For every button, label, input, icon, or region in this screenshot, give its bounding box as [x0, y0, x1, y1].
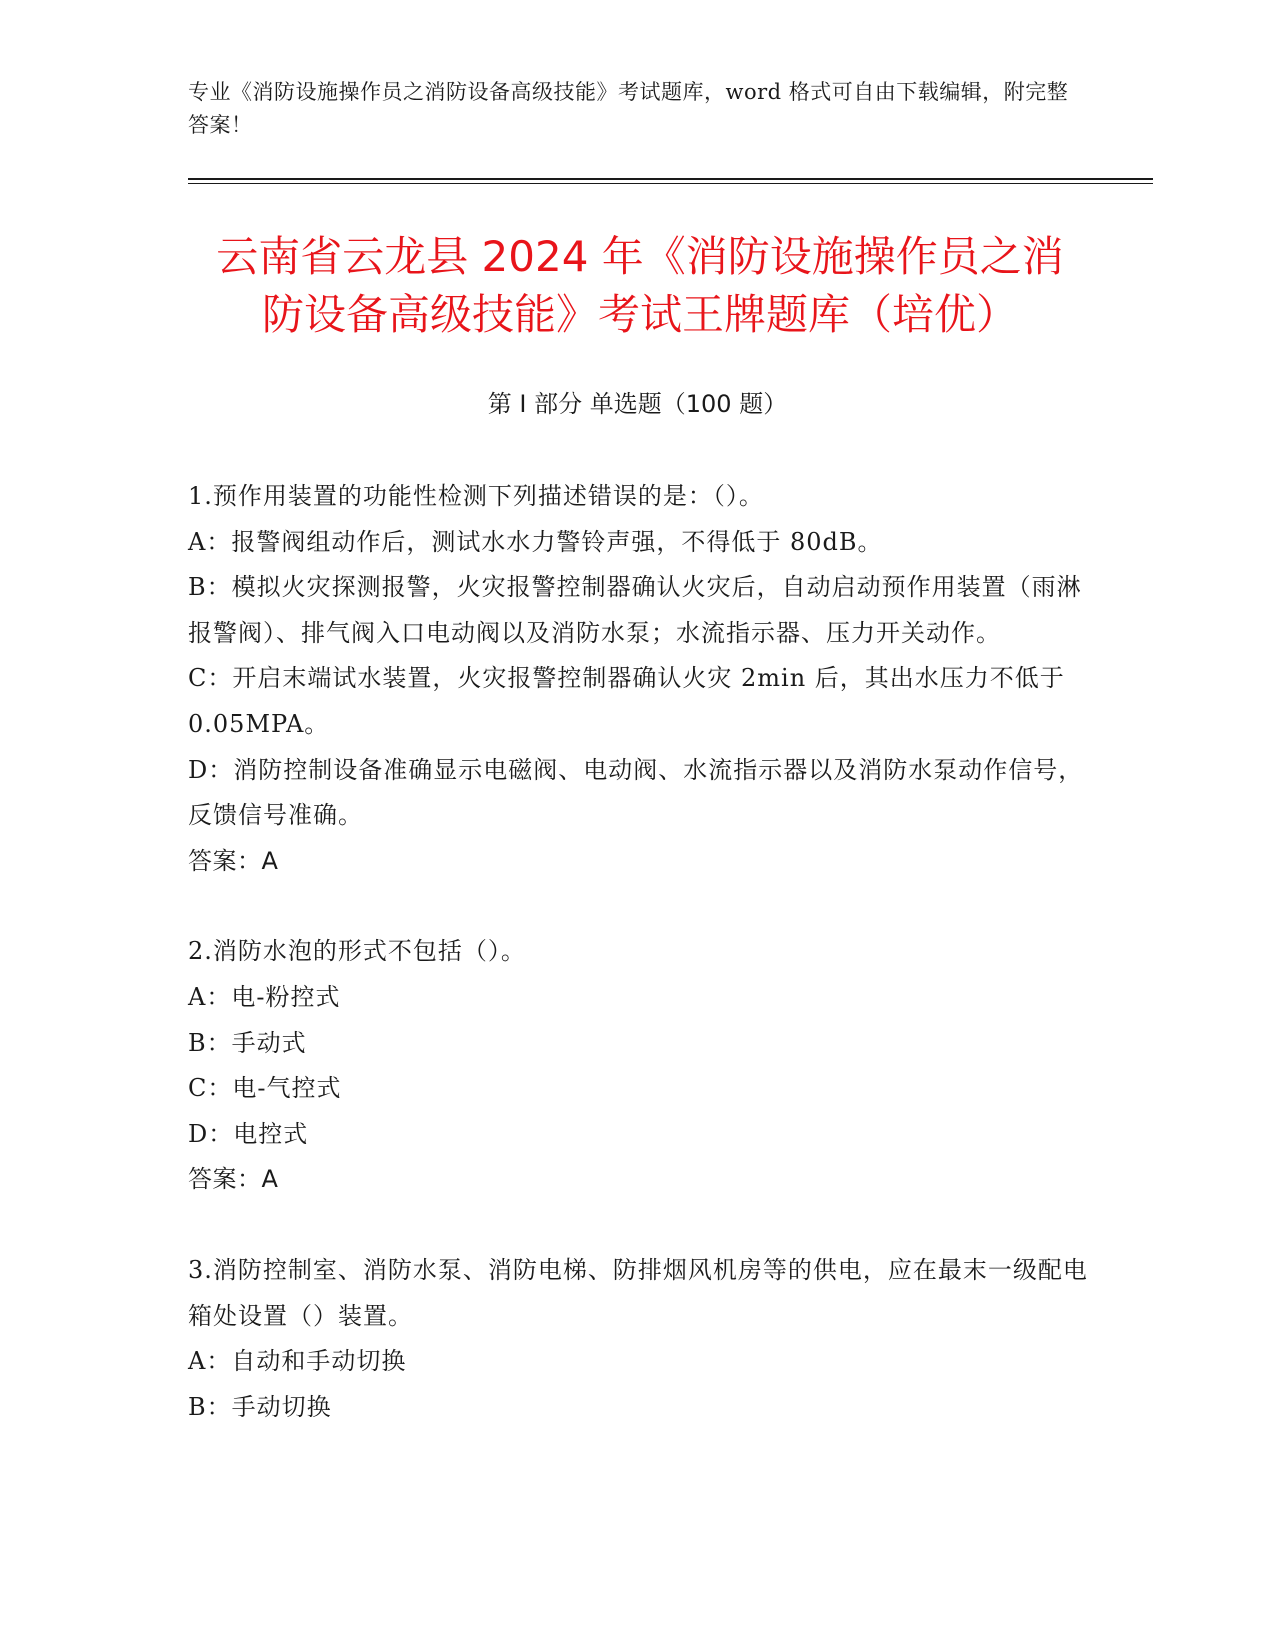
- answer: 答案：A: [188, 846, 279, 875]
- question-stem: 3.消防控制室、消防水泵、消防电梯、防排烟风机房等的供电，应在最末一级配电箱处设置（）装置。: [188, 1255, 1088, 1330]
- document-title-line-2: 防设备高级技能》考试王牌题库（培优）: [261, 290, 1018, 339]
- section-title: 第 I 部分 单选题（100 题）: [487, 390, 788, 418]
- option-b: B：模拟火灾探测报警，火灾报警控制器确认火灾后，自动启动预作用装置（雨淋报警阀）、排气阀入口电动阀以及消防水泵；水流指示器、压力开关动作。: [188, 573, 1082, 647]
- question-stem: 2.消防水泡的形式不包括（）。: [188, 937, 526, 966]
- question-stem: 1.预作用装置的功能性检测下列描述错误的是：（）。: [188, 482, 764, 510]
- option-c: C：电-气控式: [188, 1074, 342, 1103]
- question-2: [188, 929, 1088, 1203]
- option-b: B：手动切换: [188, 1392, 332, 1421]
- question-list: [188, 474, 1088, 1475]
- answer: 答案：A: [188, 1165, 279, 1194]
- header-rule-thin: [188, 183, 1153, 184]
- document-title-line-1: 云南省云龙县 2024 年《消防设施操作员之消: [216, 232, 1064, 281]
- option-a: A：报警阀组动作后，测试水水力警铃声强，不得低于 80dB。: [188, 527, 883, 556]
- option-d: D：电控式: [188, 1119, 309, 1148]
- option-b: B：手动式: [188, 1028, 307, 1057]
- option-c: C：开启末端试水装置，火灾报警控制器确认火灾 2min 后，其出水压力不低于 0.05MPA。: [188, 664, 1065, 738]
- question-1: [188, 474, 1088, 884]
- header-rule-thick: [188, 178, 1153, 180]
- option-a: A：电-粉控式: [188, 982, 341, 1011]
- option-d: D：消防控制设备准确显示电磁阀、电动阀、水流指示器以及消防水泵动作信号，反馈信号准确。: [188, 755, 1084, 830]
- question-3: [188, 1248, 1088, 1430]
- document-title: [180, 228, 1100, 344]
- header-note: 专业《消防设施操作员之消防设备高级技能》考试题库，word 格式可自由下载编辑，附完整答案！: [188, 80, 1069, 137]
- option-a: A：自动和手动切换: [188, 1347, 407, 1376]
